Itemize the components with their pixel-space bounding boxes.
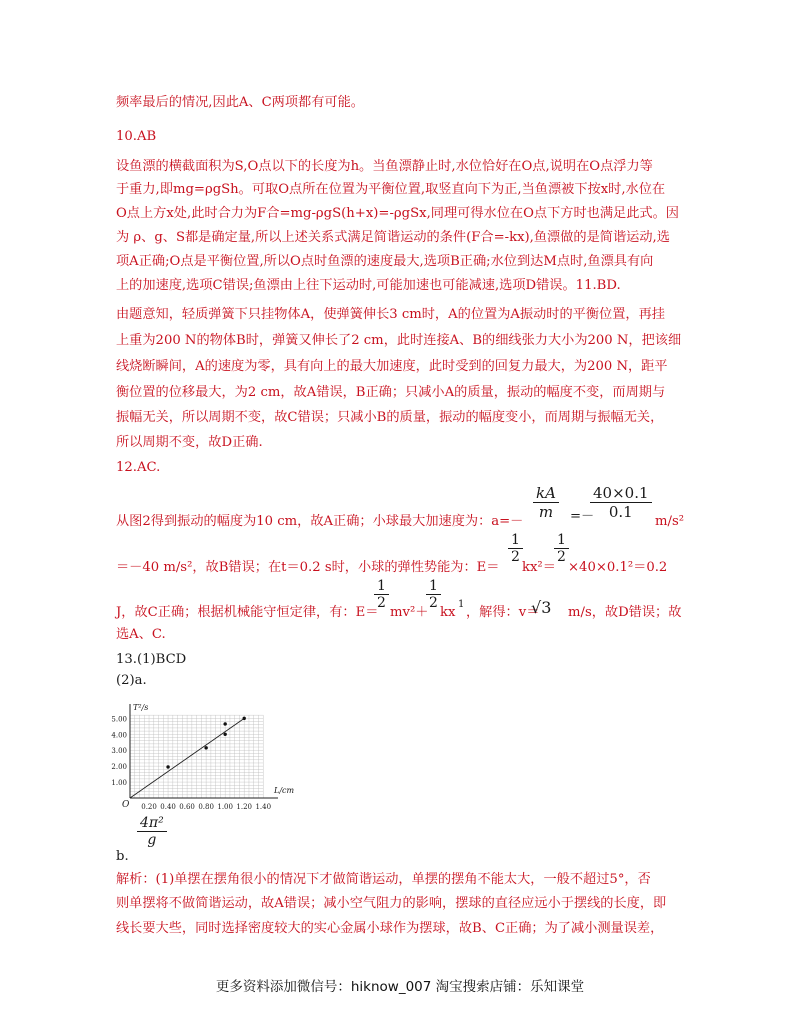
line-3: 于重力,即mg=ρgSh。可取O点所在位置为平衡位置,取竖直向下为正,当鱼漂被下按x时,水位在 <box>116 182 666 197</box>
y-tick-label: 5.00 <box>111 715 127 724</box>
line-17e: m/s，故D错误；故 <box>568 605 682 620</box>
line-9: 上重为200 N的物体B时，弹簧又伸长了2 cm，此时连接A、B的细线张力大小为200 N，把该细 <box>116 333 682 348</box>
frac-half-1: $\frac{1}{2}$ <box>508 532 523 565</box>
minus-sign: =－ <box>570 509 595 524</box>
line-23: 则单摆将不做简谐运动，故A错误；减小空气阻力的影响，摆球的直径应远小于摆线的长度，即 <box>116 896 667 911</box>
y-tick-label: 1.00 <box>111 779 127 788</box>
frac-ka-m: $\frac{kA}{m}$ <box>533 484 559 521</box>
line-20: (2)a. <box>116 673 147 688</box>
line-17b: mv²＋ <box>390 605 429 620</box>
x-tick-label: 1.00 <box>217 803 233 811</box>
line-4: O点上方x处,此时合力为F合=mg-ρgS(h+x)=-ρgSx,同理可得水位在O点下方时也满足此式。因 <box>116 206 679 221</box>
line-21: b. <box>116 849 129 864</box>
x-tick-label: 0.40 <box>160 803 176 811</box>
y-axis-label: T²/s <box>133 703 149 712</box>
line-17: J，故C正确；根据机械能守恒定律，有：E＝ <box>116 605 379 620</box>
footer-text: 更多资料添加微信号：hiknow_007 淘宝搜索店铺：乐知课堂 <box>215 979 585 995</box>
x-tick-label: 0.20 <box>141 803 157 811</box>
x-tick-label: 0.80 <box>198 803 214 811</box>
line-1: 10.AB <box>116 129 157 144</box>
origin-label: O <box>122 800 130 810</box>
line-2: 设鱼漂的横截面积为S,O点以下的长度为h。当鱼漂静止时,水位恰好在O点,说明在O点浮力等 <box>116 159 653 174</box>
line-15: 从图2得到振动的幅度为10 cm，故A正确；小球最大加速度为：a=－ <box>116 514 524 529</box>
line-11: 衡位置的位移最大，为2 cm，故A错误，B正确；只减小A的质量，振动的幅度不变，而周期与 <box>116 385 666 400</box>
frac-4pi-g: $\frac{\text{4π²}}{g}$ <box>137 815 167 848</box>
line-12: 振幅无关，所以周期不变，故C错误；只减小B的质量，振动的幅度变小，而周期与振幅无关， <box>116 410 664 425</box>
x-axis-label: L/cm <box>274 786 295 795</box>
line-5: 为 ρ、g、S都是确定量,所以上述关系式满足简谐运动的条件(F合=-kx),鱼漂做的是简谐运动,选 <box>116 230 670 245</box>
data-point <box>204 746 207 749</box>
data-point <box>243 717 246 720</box>
line-18: 选A、C. <box>116 627 166 642</box>
line-13: 所以周期不变，故D正确. <box>116 435 263 450</box>
frac-half-3: $\frac{1}{2}$ <box>374 578 389 611</box>
line-17c: kx <box>440 605 456 620</box>
line-16b: kx²＝ <box>522 560 556 575</box>
frac-half-4: $\frac{1}{2}$ <box>426 578 441 611</box>
data-point <box>223 733 226 736</box>
sub-1: 1 <box>458 599 465 610</box>
line-22: 解析：(1)单摆在摆角很小的情况下才做简谐运动，单摆的摆角不能太大，一般不超过5°，否 <box>116 872 651 887</box>
frac-half-2: $\frac{1}{2}$ <box>554 532 569 565</box>
line-14: 12.AC. <box>116 460 161 475</box>
line-6: 项A正确;O点是平衡位置,所以O点时鱼漂的速度最大,选项B正确;水位到达M点时,鱼漂具有向 <box>116 254 654 269</box>
y-tick-label: 3.00 <box>111 747 127 756</box>
frac-40-01: $\frac{40\times 0.1}{0.1}$ <box>590 484 652 521</box>
x-tick-label: 0.60 <box>179 803 195 811</box>
line-0: 频率最后的情况,因此A、C两项都有可能。 <box>116 95 364 110</box>
line-24: 线长要大些，同时选择密度较大的实心金属小球作为摆球，故B、C正确；为了减小测量误差， <box>116 921 664 936</box>
line-10: 线烧断瞬间，A的速度为零，具有向上的最大加速度，此时受到的回复力最大，为200 N，距平 <box>116 359 668 374</box>
line-15b: m/s² <box>655 514 685 529</box>
line-17d: ，解得：v＝ <box>466 605 540 620</box>
x-tick-label: 1.20 <box>236 803 253 811</box>
y-tick-label: 4.00 <box>111 731 127 740</box>
line-8: 由题意知，轻质弹簧下只挂物体A，使弹簧伸长3 cm时，A的位置为A振动时的平衡位置，再挂 <box>116 307 665 322</box>
line-19: 13.(1)BCD <box>116 652 187 667</box>
x-tick-label: 1.40 <box>255 803 272 811</box>
sqrt-3: √3 <box>531 598 552 617</box>
line-16: ＝－40 m/s²，故B错误；在t＝0.2 s时，小球的弹性势能为：E＝ <box>116 560 500 575</box>
data-point <box>223 722 226 725</box>
line-16c: ×40×0.1²＝0.2 <box>568 560 668 575</box>
data-point <box>166 765 169 768</box>
line-7: 上的加速度,选项C错误;鱼漂由上往下运动时,可能加速也可能减速,选项D错误。11.BD. <box>116 278 621 293</box>
y-tick-label: 2.00 <box>111 763 127 772</box>
pendulum-chart <box>110 698 300 818</box>
